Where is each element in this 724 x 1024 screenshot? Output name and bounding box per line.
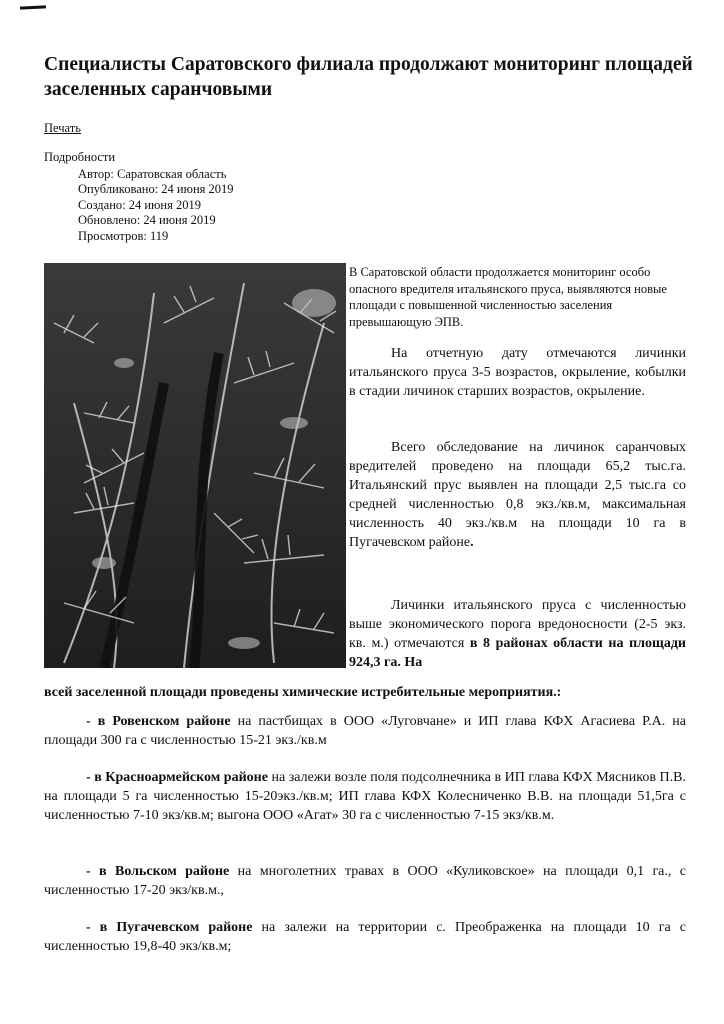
intro-paragraph: В Саратовской области продолжается мониторинг особо опасного вредителя итальянского пруса, выявляются новые площади с повышенной численностью заселения превышающую ЭПВ. [349,265,667,329]
bullet-text: на залежи возле поля подсолнечника в ИП глава КФХ Мясников П.В. на площади 5 га численностью 15-20экз./кв.м; ИП глава КФХ Колесниченко В.В. на площади 51,5га с численностью 7-10 экз/кв.м; выгона ООО «Агат» 30 га с численностью 7-15 экз/кв.м. [44,770,686,823]
bullet-text: на многолетних травах в ООО «Куликовское» на площади 0,1 га., с численностью 17-20 экз/кв.м., [44,864,686,898]
meta-updated: Обновлено: 24 июня 2019 [78,213,216,228]
paragraph-3 [349,438,686,552]
bullet-prefix: - в Красноармейском районе [86,770,268,785]
paragraph-2: На отчетную дату отмечаются личинки итальянского пруса 3-5 возрастов, окрыление, кобылки в стадии личинок старших возрастов, окрыление. [349,346,686,399]
bullet-prefix: - в Вольском районе [86,864,230,879]
article-photo [44,263,346,668]
paragraph-4-continuation: всей заселенной площади проведены химические истребительные мероприятия.: [44,685,562,700]
paragraph-4-bold: в 8 районах области на площади 924,3 га. На [349,636,686,670]
bullet-prefix: - в Пугачевском районе [86,920,253,935]
meta-published: Опубликовано: 24 июня 2019 [78,182,234,197]
meta-author: Автор: Саратовская область [78,167,227,181]
meta-created: Создано: 24 июня 2019 [78,197,201,212]
article-meta [78,167,234,244]
bullet-volsky [44,862,686,900]
paragraph-3-end: . [470,535,474,550]
paragraph-4-text: Личинки итальянского пруса с численностью выше экономического порога вредоносности (2-5 экз. кв. м.) отмечаются [349,598,686,651]
paragraph-4 [349,596,686,672]
bullet-pugachevsky [44,918,686,956]
bullet-text: на пастбищах в ООО «Луговчане» и ИП глава КФХ Агасиева Р.А. на площади 300 га с численностью 15-21 экз./кв.м [44,714,686,748]
meta-views: Просмотров: 119 [78,228,169,243]
scan-mark [20,5,46,9]
bullet-text: на залежи на территории с. Преображенка на площади 10 га с численностью 19,8-40 экз/кв.м; [44,920,686,954]
details-label: Подробности [44,150,116,164]
bullet-krasnoarmeysky [44,768,686,825]
print-link[interactable]: Печать [44,121,81,135]
paragraph-3-text: Всего обследование на личинок саранчовых вредителей проведено на площади 65,2 тыс.га. Итальянский прус выявлен на площади 2,5 тыс.га со средней численностью 0,8 экз./кв.м, максимальная численность 40 экз./кв.м на площади 10 га в Пугачевском районе [349,440,686,550]
plant-photo-illustration [44,263,346,668]
bullet-prefix: - в Ровенском районе [86,714,231,729]
article-title: Специалисты Саратовского филиала продолжают мониторинг площадей заселенных саранчовыми [44,54,693,100]
bullet-rovensky [44,712,686,750]
